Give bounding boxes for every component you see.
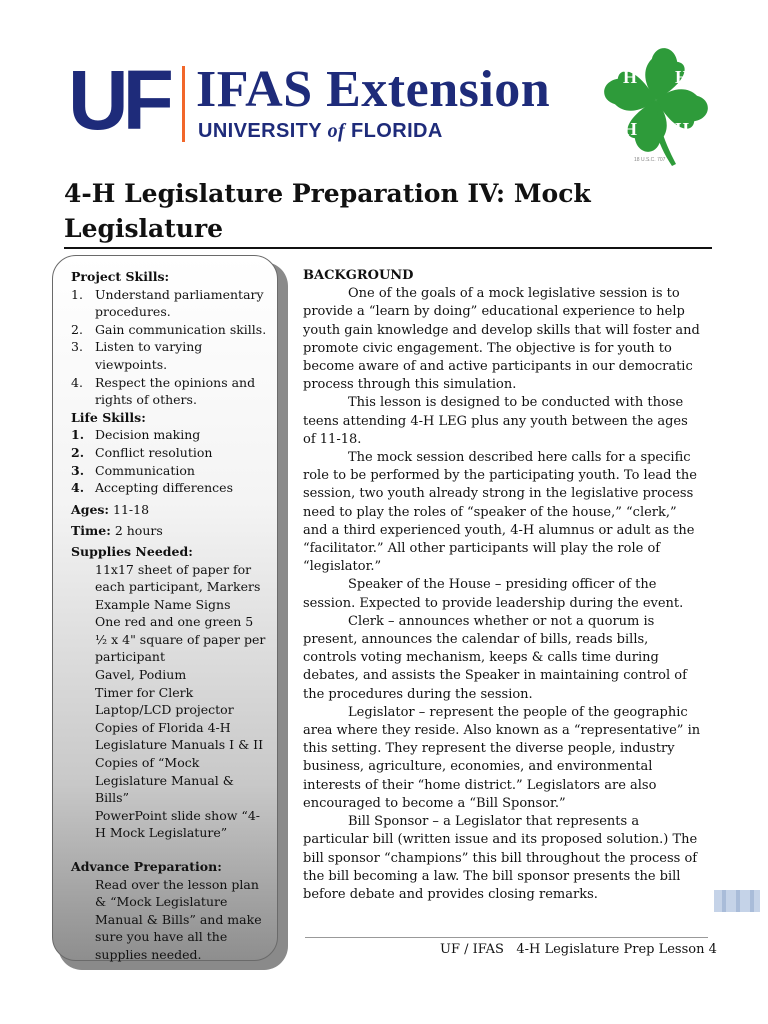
supply-item: Timer for Clerk xyxy=(95,684,194,700)
ages-line xyxy=(71,501,267,519)
list-item xyxy=(71,426,267,444)
list-item xyxy=(71,462,267,480)
list-number: 2. xyxy=(71,321,83,337)
list-text: Understand parliamentary procedures. xyxy=(95,286,264,320)
list-number: 3. xyxy=(71,339,83,355)
page-header xyxy=(68,40,708,165)
supply-item: Copies of Florida 4-H Legislature Manuals I & II xyxy=(95,719,264,753)
list-text: Communication xyxy=(95,462,195,478)
list-text: Decision making xyxy=(95,427,201,443)
supply-item: 11x17 sheet of paper for each participant, Markers xyxy=(95,561,261,595)
list-number: 1. xyxy=(71,427,85,443)
body-paragraph: Bill Sponsor – a Legislator that represents a particular bill (written issue and its proposed solution.) The bill sponsor “champions” this bill throughout the process of the bill becoming a law. The bill sponsor presents the bill before debate and provides closing remarks. xyxy=(303,814,698,902)
spacer xyxy=(71,842,267,858)
list-item xyxy=(71,374,267,409)
page-corner-decoration xyxy=(712,886,762,916)
list-number: 4. xyxy=(71,480,85,496)
advance-preparation-heading: Advance Preparation: xyxy=(71,859,222,874)
supply-item: Copies of “Mock Legislature Manual & Bills” xyxy=(95,755,234,806)
body-paragraph: One of the goals of a mock legislative session is to provide a “learn by doing” educational experience to help youth gain knowledge and develop skills that will foster and promote civic engagement. The objective is for youth to become aware of and active participants in our democratic process through this simulation. xyxy=(303,286,700,393)
body-paragraph: Clerk – announces whether or not a quorum is present, announces the calendar of bills, reads bills, controls voting mechanism, keeps & calls time during debates, and assists the Speaker in maintaining control of the procedures during the session. xyxy=(303,613,687,702)
lesson-sidebar xyxy=(52,255,278,961)
title-divider xyxy=(64,247,712,249)
supply-item: One red and one green 5 ½ x 4" square of paper per participant xyxy=(95,614,266,665)
body-paragraph: The mock session described here calls for a specific role to be performed by the participating youth. To lead the session, two youth already strong in the legislative process need to play the roles of “speaker of the house,” “clerk,” and a third experienced youth, 4-H alumnus or adult as the “facilitator.” All other participants will play the role of “legislator.” xyxy=(303,450,697,575)
list-text: Gain communication skills. xyxy=(95,321,267,337)
clover-letter-h: H xyxy=(622,67,638,87)
list-text: Listen to varying viewpoints. xyxy=(95,339,203,372)
clover-letter-h: H xyxy=(674,119,690,139)
clover-letter-h: H xyxy=(674,67,690,87)
header-divider xyxy=(182,66,185,142)
body-paragraph: This lesson is designed to be conducted with those teens attending 4-H LEG plus any youth between the ages of 11-18. xyxy=(303,395,688,447)
list-number: 2. xyxy=(71,444,85,460)
supply-item: Laptop/LCD projector xyxy=(95,702,234,718)
ifas-extension-title: IFAS Extension xyxy=(196,61,551,118)
list-item xyxy=(71,338,267,373)
list-number: 3. xyxy=(71,462,85,478)
supply-item: Gavel, Podium xyxy=(95,667,187,683)
body-paragraph: Legislator – represent the people of the geographic area where they reside. Also known as a “representative” in this setting. They represent the diverse people, industry business, agriculture, economies, and environmental interests of their “home district.” Legislators are also encouraged to become a “Bill Sponsor.” xyxy=(303,704,701,811)
footer-divider xyxy=(305,937,708,938)
body-paragraph: Speaker of the House – presiding officer of the session. Expected to provide leadership during the event. xyxy=(303,577,684,611)
clover-trademark: 18 U.S.C. 707 xyxy=(634,157,666,163)
ages-label: Ages: xyxy=(71,501,110,517)
clover-letter-h: H xyxy=(622,119,638,139)
university-prefix: UNIVERSITY xyxy=(198,120,328,142)
supply-item: PowerPoint slide show “4-H Mock Legislature” xyxy=(95,807,260,841)
list-text: Conflict resolution xyxy=(95,444,213,460)
project-skills-list xyxy=(71,286,267,409)
page-title: 4-H Legislature Preparation IV: Mock Legislature xyxy=(64,179,591,243)
university-of-florida xyxy=(198,120,443,143)
project-skills-heading: Project Skills: xyxy=(71,269,170,284)
life-skills-list xyxy=(71,426,267,496)
list-text: Accepting differences xyxy=(95,480,233,496)
page-footer: UF / IFAS 4-H Legislature Prep Lesson 4 xyxy=(440,942,717,957)
list-item xyxy=(71,479,267,497)
time-label: Time: xyxy=(71,523,111,539)
uf-logo: UF xyxy=(68,53,168,147)
4h-clover-icon xyxy=(596,40,716,168)
advance-preparation-text: Read over the lesson plan & “Mock Legislature Manual & Bills” and make sure you have all the supplies needed. xyxy=(95,876,262,962)
ages-value: 11-18 xyxy=(113,501,150,517)
list-item xyxy=(71,286,267,321)
supplies-list xyxy=(71,561,267,843)
background-heading: BACKGROUND xyxy=(303,268,414,283)
time-line xyxy=(71,522,267,540)
main-content xyxy=(303,267,703,904)
list-number: 1. xyxy=(71,286,83,302)
supplies-heading: Supplies Needed: xyxy=(71,543,193,559)
university-of: of xyxy=(327,120,346,142)
life-skills-heading: Life Skills: xyxy=(71,409,146,425)
list-item xyxy=(71,444,267,462)
list-number: 4. xyxy=(71,374,83,390)
university-suffix: FLORIDA xyxy=(345,120,443,142)
time-value: 2 hours xyxy=(114,523,163,539)
list-item xyxy=(71,321,267,339)
supply-item: Example Name Signs xyxy=(95,596,231,612)
list-text: Respect the opinions and rights of others. xyxy=(95,374,256,408)
